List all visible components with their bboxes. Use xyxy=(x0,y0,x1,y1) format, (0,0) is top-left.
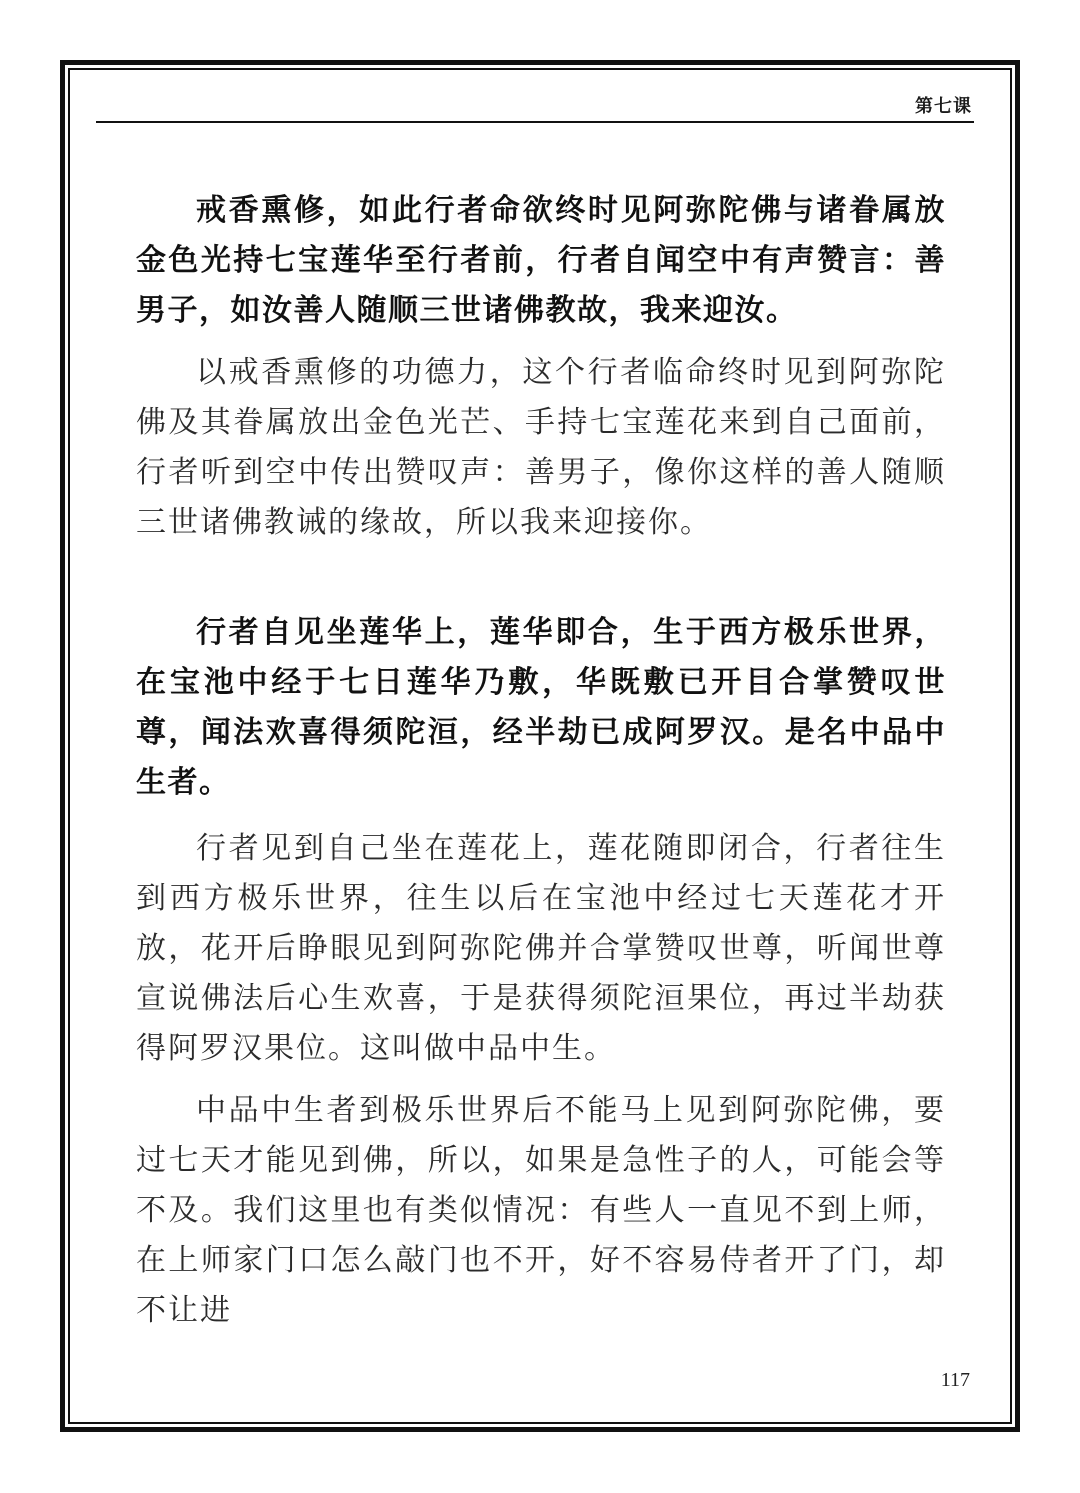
running-header-title: 第七课 xyxy=(915,96,972,117)
paragraph-spacer xyxy=(136,808,946,824)
page-body xyxy=(136,186,946,1336)
paragraph-spacer xyxy=(136,336,946,348)
commentary-paragraph-1: 以戒香熏修的功德力，这个行者临命终时见到阿弥陀佛及其眷属放出金色光芒、手持七宝莲花来到自己面前，行者听到空中传出赞叹声：善男子，像你这样的善人随顺三世诸佛教诫的缘故，所以我来迎接你。 xyxy=(136,355,946,540)
paragraph-spacer xyxy=(136,1074,946,1086)
commentary-paragraph-3: 中品中生者到极乐世界后不能马上见到阿弥陀佛，要过七天才能见到佛，所以，如果是急性子的人，可能会等不及。我们这里也有类似情况：有些人一直见不到上师，在上师家门口怎么敲门也不开，好不容易侍者开了门，却不让进 xyxy=(136,1093,946,1328)
page-number: 117 xyxy=(940,1369,970,1391)
commentary-paragraph-2: 行者见到自己坐在莲花上，莲花随即闭合，行者往生到西方极乐世界，往生以后在宝池中经过七天莲花才开放，花开后睁眼见到阿弥陀佛并合掌赞叹世尊，听闻世尊宣说佛法后心生欢喜，于是获得须陀洹果位，再过半劫获得阿罗汉果位。这叫做中品中生。 xyxy=(136,831,946,1066)
section-spacer xyxy=(136,548,946,608)
sutra-paragraph-1: 戒香熏修，如此行者命欲终时见阿弥陀佛与诸眷属放金色光持七宝莲华至行者前，行者自闻空中有声赞言：善男子，如汝善人随顺三世诸佛教故，我来迎汝。 xyxy=(136,193,946,328)
header-rule xyxy=(96,121,974,123)
sutra-paragraph-2: 行者自见坐莲华上，莲华即合，生于西方极乐世界，在宝池中经于七日莲华乃敷，华既敷已开目合掌赞叹世尊，闻法欢喜得须陀洹，经半劫已成阿罗汉。是名中品中生者。 xyxy=(136,615,946,800)
